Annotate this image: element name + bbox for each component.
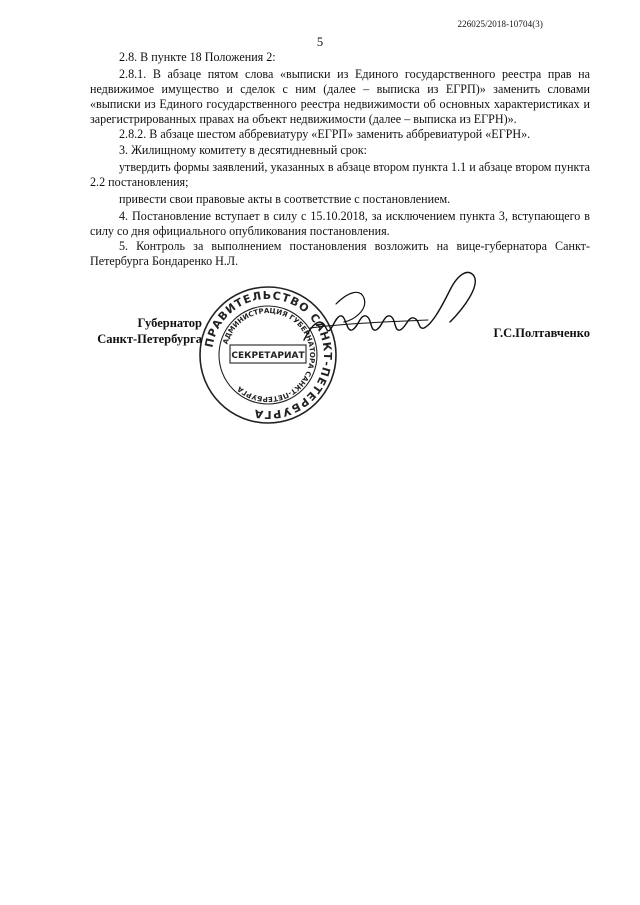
handwritten-signature — [300, 258, 480, 358]
page-number: 5 — [316, 35, 324, 49]
paragraph-3-item-2: привести свои правовые акты в соответствие с постановлением. — [119, 191, 451, 206]
signatory-title-line2: Санкт-Петербурга — [97, 332, 202, 346]
stamp-outer-text: ПРАВИТЕЛЬСТВО САНКТ-ПЕТЕРБУРГА — [202, 288, 335, 422]
signatory-name: Г.С.Полтавченко — [493, 326, 590, 340]
paragraph-2-8-2: 2.8.2. В абзаце шестом аббревиатуру «ЕГРП» заменить аббревиатурой «ЕГРН». — [119, 127, 531, 142]
stamp-center-text: СЕКРЕТАРИАТ — [231, 351, 305, 361]
paragraph-4: 4. Постановление вступает в силу с 15.10.2018, за исключением пункта 3, вступающего в силу со дня официального опубликования постановления. — [90, 208, 590, 239]
document-body — [90, 50, 590, 269]
paragraph-2-8: 2.8. В пункте 18 Положения 2: — [119, 50, 276, 64]
paragraph-3: 3. Жилищному комитету в десятидневный срок: — [119, 142, 368, 157]
document-number: 226025/2018-10704(3) — [457, 19, 543, 29]
paragraph-3-item-1: утвердить формы заявлений, указанных в абзаце втором пункта 1.1 и абзаце втором пункта 2.2 постановления; — [90, 159, 590, 189]
signatory-title — [92, 315, 202, 347]
signatory-title-line1: Губернатор — [137, 316, 202, 330]
paragraph-5: 5. Контроль за выполнением постановления возложить на вице-губернатора Санкт-Петербурга Бондаренко Н.Л. — [90, 239, 590, 269]
paragraph-2-8-1: 2.8.1. В абзаце пятом слова «выписки из Единого государственного реестра прав на недвижимое имущество и сделок с ним (далее – выписка из ЕГРП)» заменить словами «выписки из Единого государственного реестра недвижимости об основных характеристиках и зарегистрированных правах на объект недвижимости (далее – выписка из ЕГРН)». — [90, 67, 590, 127]
stamp-inner-text: АДМИНИСТРАЦИЯ ГУБЕРНАТОРА САНКТ-ПЕТЕРБУРГА — [221, 306, 317, 404]
